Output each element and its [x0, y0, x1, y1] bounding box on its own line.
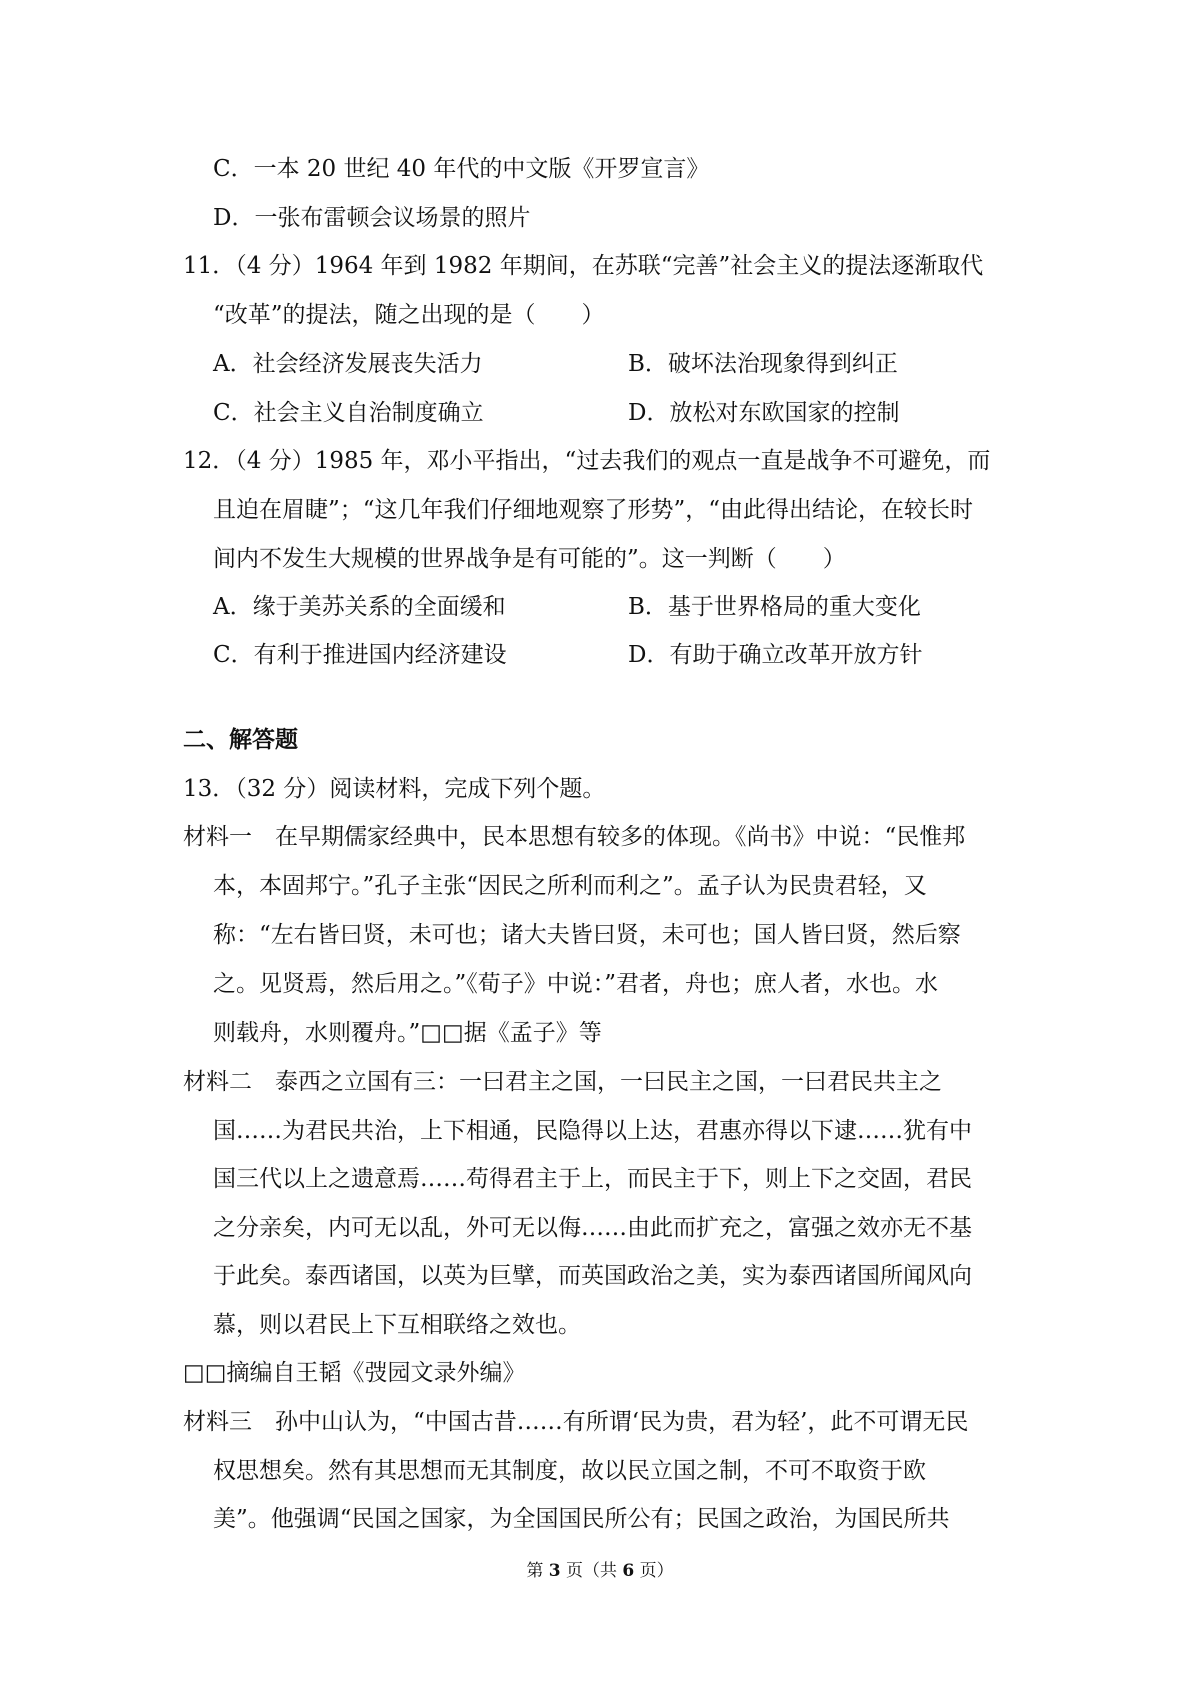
q11-stem-line2: “改革”的提法，随之出现的是（ ）	[213, 302, 605, 328]
footer-page-number: 3	[548, 1561, 561, 1581]
footer-suffix: 页）	[634, 1561, 674, 1581]
page-footer	[0, 1560, 1200, 1582]
q10-option-c: C．一本 20 世纪 40 年代的中文版《开罗宣言》	[213, 156, 710, 182]
q12-option-d: D．有助于确立改革开放方针	[628, 642, 923, 668]
q12-option-a: A．缘于美苏关系的全面缓和	[213, 594, 506, 620]
footer-prefix: 第	[526, 1561, 549, 1581]
material1-line: 称：“左右皆曰贤，未可也；诸大夫皆曰贤，未可也；国人皆曰贤，然后察	[213, 922, 961, 948]
q12-option-b: B．基于世界格局的重大变化	[628, 594, 921, 620]
q12-stem-line1: 12．（4 分）1985 年，邓小平指出，“过去我们的观点一直是战争不可避免，而	[183, 448, 991, 474]
material3-line: 材料三 孙中山认为，“中国古昔……有所谓‘民为贵，君为轻’，此不可谓无民	[183, 1409, 969, 1435]
q11-option-b: B．破坏法治现象得到纠正	[628, 351, 898, 377]
footer-total-pages: 6	[622, 1561, 635, 1581]
material1-line: 材料一 在早期儒家经典中，民本思想有较多的体现。《尚书》中说：“民惟邦	[183, 824, 966, 850]
material3-line: 美”。他强调“民国之国家，为全国国民所公有；民国之政治，为国民所共	[213, 1506, 950, 1532]
q11-stem-line1: 11．（4 分）1964 年到 1982 年期间，在苏联“完善”社会主义的提法逐渐取代	[183, 253, 984, 279]
material2-source: □□摘编自王韬《弢园文录外编》	[183, 1360, 526, 1386]
material1-line: 则载舟，水则覆舟。”□□据《孟子》等	[213, 1020, 602, 1046]
q11-option-d: D．放松对东欧国家的控制	[628, 400, 900, 426]
footer-middle: 页（共	[560, 1561, 623, 1581]
material2-line: 材料二 泰西之立国有三：一曰君主之国，一曰民主之国，一曰君民共主之	[183, 1069, 942, 1095]
q12-stem-line2: 且迫在眉睫”；“这几年我们仔细地观察了形势”，“由此得出结论，在较长时	[213, 497, 974, 523]
material1-line: 本，本固邦宁。”孔子主张“因民之所利而利之”。孟子认为民贵君轻，又	[213, 873, 927, 899]
material3-line: 权思想矣。然有其思想而无其制度，故以民立国之制，不可不取资于欧	[213, 1458, 926, 1484]
material2-line: 国三代以上之遗意焉……苟得君主于上，而民主于下，则上下之交固，君民	[213, 1166, 972, 1192]
q12-stem-line3: 间内不发生大规模的世界战争是有可能的”。这一判断（ ）	[213, 546, 846, 572]
q13-stem: 13．（32 分）阅读材料，完成下列个题。	[183, 776, 606, 802]
q11-option-c: C．社会主义自治制度确立	[213, 400, 484, 426]
q11-option-a: A．社会经济发展丧失活力	[213, 351, 483, 377]
material2-line: 国……为君民共治，上下相通，民隐得以上达，君惠亦得以下逮……犹有中	[213, 1118, 972, 1144]
q10-option-d: D．一张布雷顿会议场景的照片	[213, 205, 531, 231]
material2-line: 慕，则以君民上下互相联络之效也。	[213, 1312, 581, 1338]
q12-option-c: C．有利于推进国内经济建设	[213, 642, 507, 668]
material1-line: 之。见贤焉，然后用之。”《荀子》中说：”君者，舟也；庶人者，水也。水	[213, 971, 939, 997]
material2-line: 于此矣。泰西诸国，以英为巨擘，而英国政治之美，实为泰西诸国所闻风向	[213, 1263, 972, 1289]
material2-line: 之分亲矣，内可无以乱，外可无以侮……由此而扩充之，富强之效亦无不基	[213, 1215, 972, 1241]
section-heading: 二、解答题	[183, 727, 298, 753]
